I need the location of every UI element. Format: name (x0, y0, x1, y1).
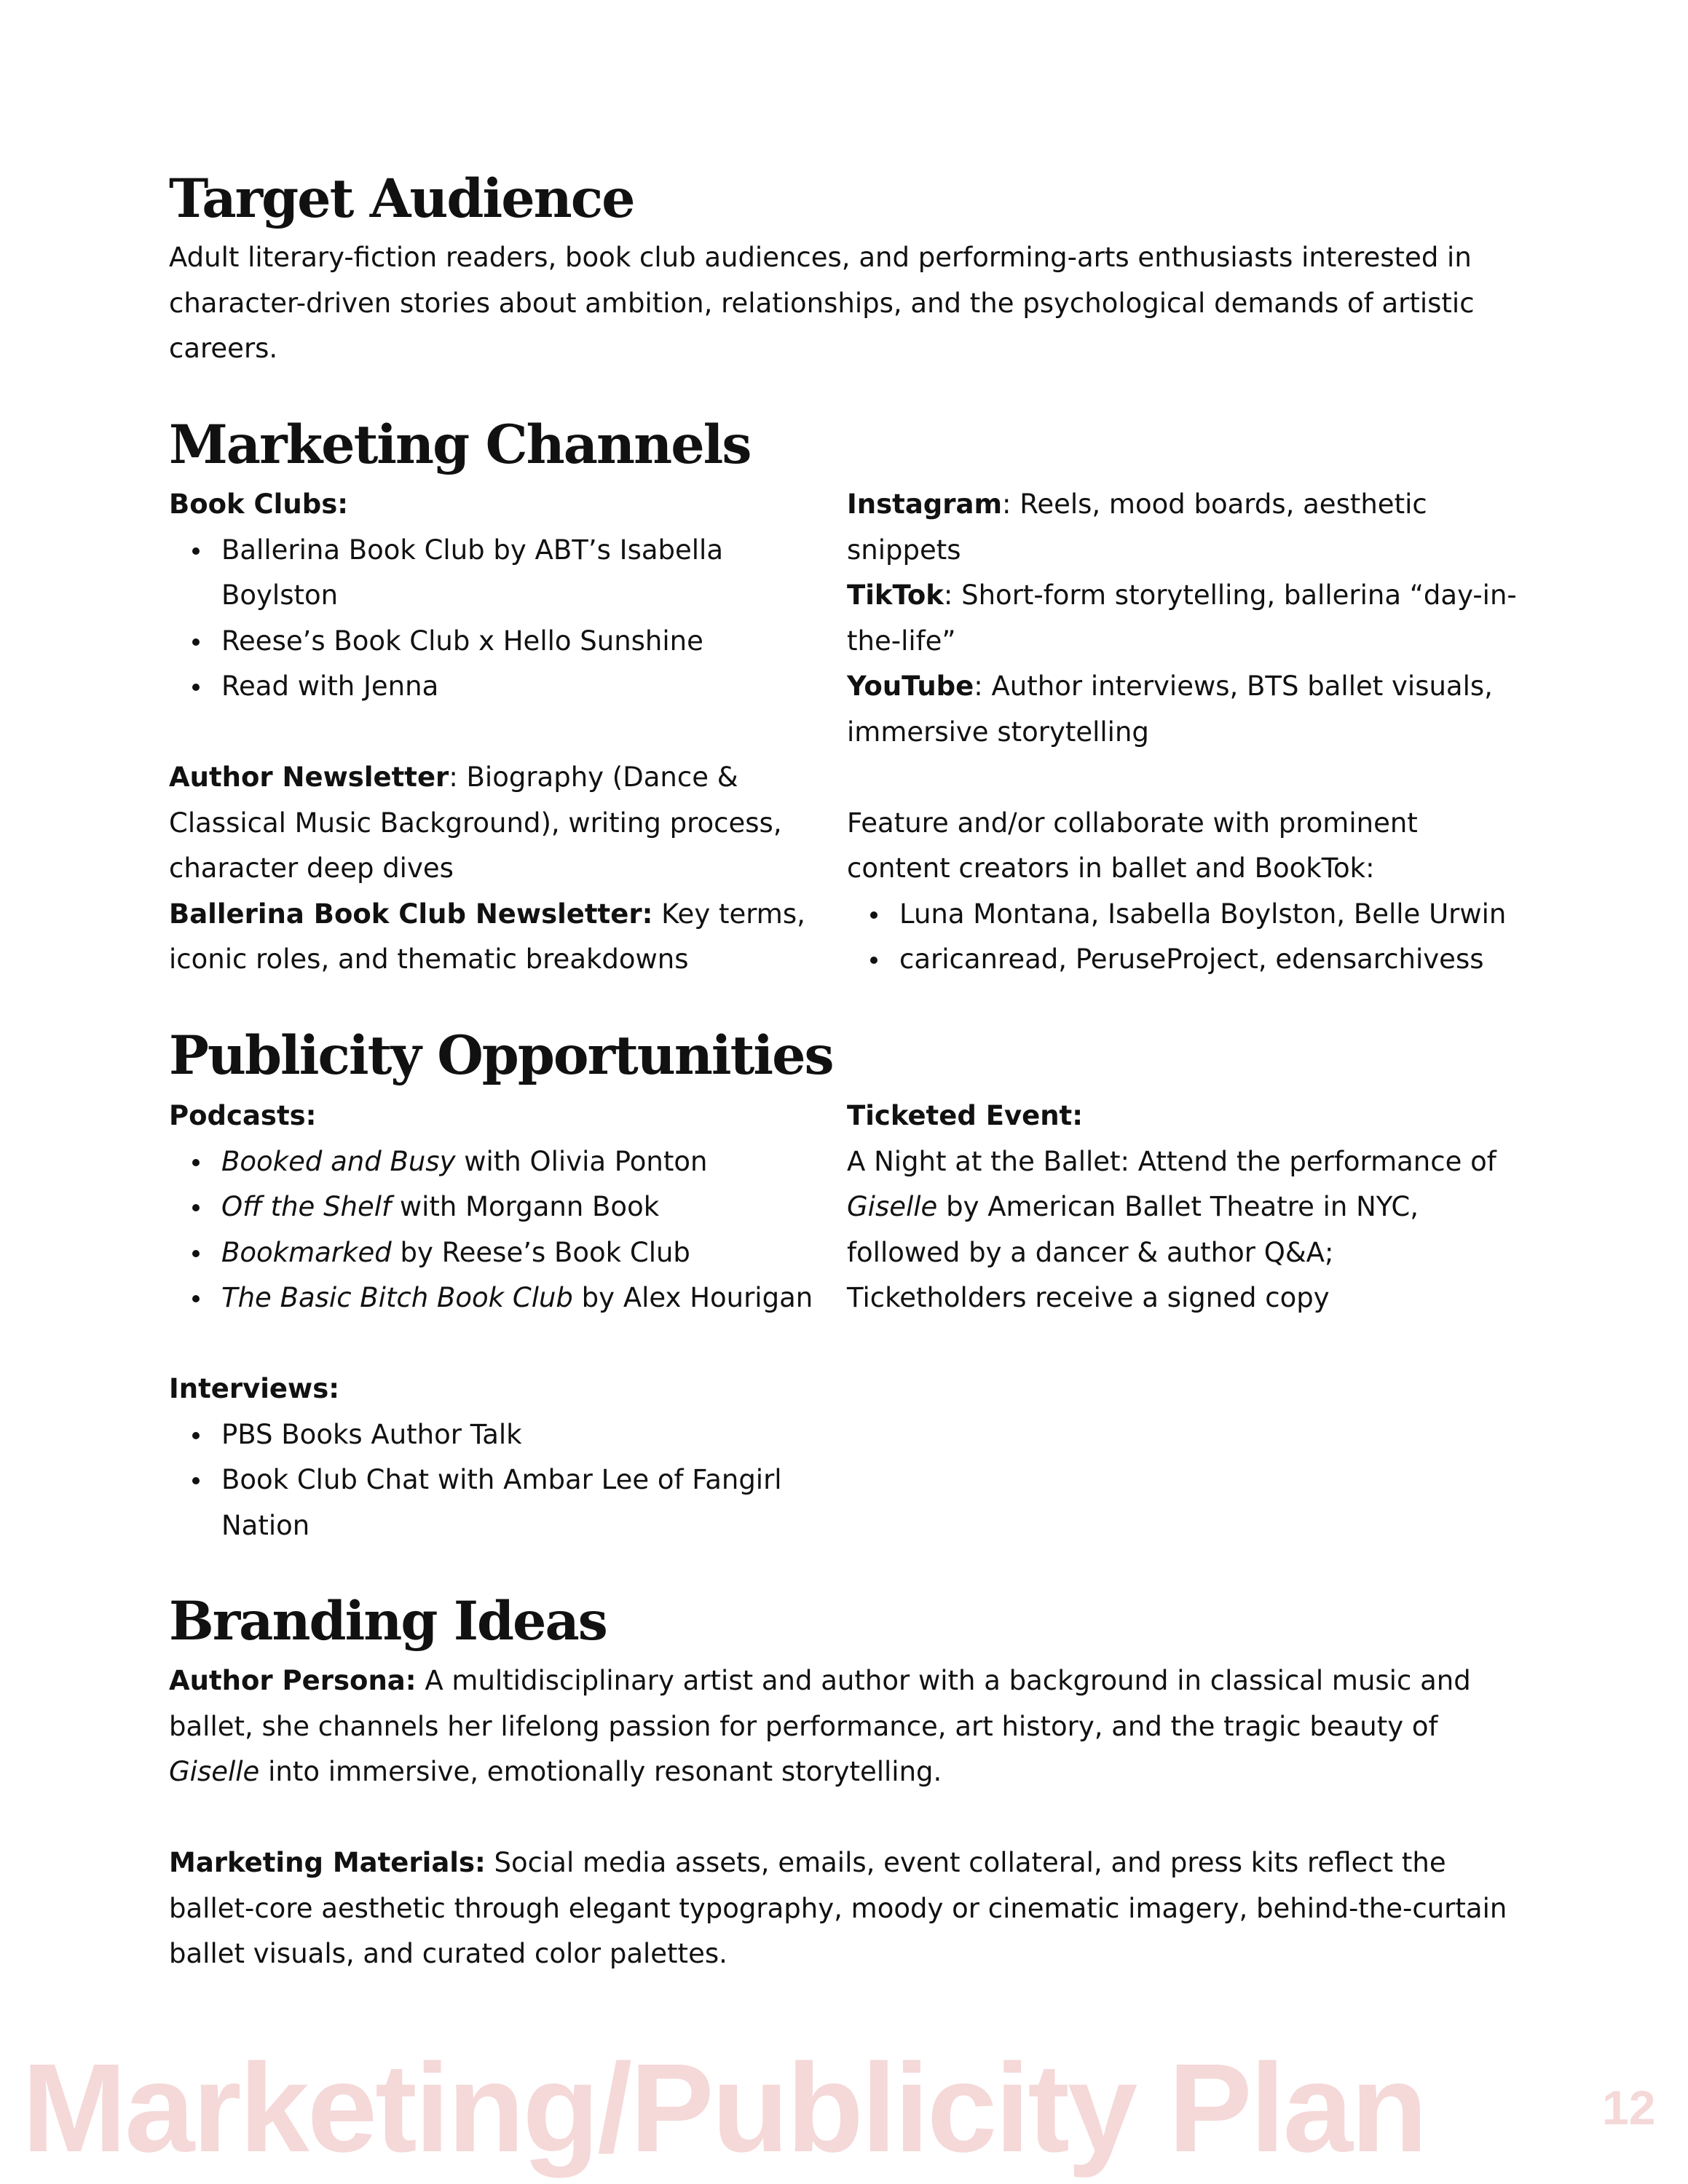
author-persona-label: Author Persona: (169, 1665, 417, 1696)
instagram-label: Instagram (847, 488, 1003, 520)
author-newsletter-label: Author Newsletter (169, 761, 449, 793)
text: by American Ballet Theatre in NYC, (937, 1191, 1419, 1222)
interviews-label: Interviews: (169, 1373, 340, 1404)
book-clubs-label: Book Clubs: (169, 488, 349, 520)
text-line: careers. (169, 333, 278, 364)
author-persona-line (169, 1658, 1538, 1704)
list-item (169, 1457, 839, 1548)
target-audience-text (169, 235, 1538, 372)
instagram-line (847, 482, 1539, 528)
italic-title: Giselle (169, 1756, 260, 1787)
text-line: ballet, she channels her lifelong passion for performance, art history, and the tragic beauty of (169, 1710, 1438, 1742)
text: : Short-form storytelling, ballerina “day-in- (943, 579, 1517, 611)
text-line: Adult literary-fiction readers, book club audiences, and performing-arts enthusiasts interested in (169, 242, 1472, 273)
text-line (169, 1749, 1538, 1795)
text: with Olivia Ponton (455, 1145, 708, 1177)
text: Social media assets, emails, event collateral, and press kits reflect the (485, 1847, 1446, 1878)
branding-text (169, 1658, 1538, 1977)
list-item (169, 1412, 839, 1458)
publicity-heading: Publicity Opportunities (169, 1024, 833, 1087)
italic-title: Giselle (847, 1191, 938, 1222)
text-line: the-life” (847, 625, 956, 657)
podcast-title: Bookmarked (221, 1236, 392, 1268)
list-item-text: Boylston (221, 579, 339, 611)
footer-title: Marketing/Publicity Plan (22, 2037, 1426, 2178)
branding-heading: Branding Ideas (169, 1590, 607, 1653)
list-item-text: Nation (221, 1509, 310, 1541)
page-number: 12 (1602, 2081, 1656, 2134)
text: A multidisciplinary artist and author with a background in classical music and (416, 1665, 1471, 1696)
list-item (169, 1230, 839, 1276)
list-item (169, 1275, 839, 1321)
text-line: character-driven stories about ambition, relationships, and the psychological demands of artistic (169, 287, 1475, 319)
podcast-title: Booked and Busy (221, 1145, 456, 1177)
youtube-label: YouTube (847, 670, 974, 702)
podcast-title: Off the Shelf (221, 1191, 392, 1222)
text-line: followed by a dancer & author Q&A; (847, 1236, 1334, 1268)
publicity-left-column (169, 1093, 839, 1548)
podcasts-list (169, 1139, 839, 1321)
text: by Alex Hourigan (572, 1282, 813, 1313)
creators-list (847, 892, 1539, 983)
list-item (169, 619, 839, 665)
list-item (847, 937, 1539, 983)
text-line: iconic roles, and thematic breakdowns (169, 943, 689, 975)
list-item-text: Book Club Chat with Ambar Lee of Fangirl (221, 1464, 782, 1495)
list-item (169, 1184, 839, 1230)
text: Key terms, (652, 898, 805, 930)
ballerina-newsletter-label: Ballerina Book Club Newsletter: (169, 898, 653, 930)
creators-text-line: content creators in ballet and BookTok: (847, 852, 1375, 884)
podcasts-label: Podcasts: (169, 1100, 317, 1131)
list-item-text: Read with Jenna (221, 670, 439, 702)
text: by Reese’s Book Club (391, 1236, 690, 1268)
marketing-channels-heading: Marketing Channels (169, 414, 751, 476)
list-item-text: Ballerina Book Club by ABT’s Isabella (221, 534, 723, 566)
text: with Morgann Book (391, 1191, 660, 1222)
list-item (169, 1139, 839, 1185)
target-audience-heading: Target Audience (169, 167, 634, 230)
text: : Author interviews, BTS ballet visuals, (974, 670, 1493, 702)
text-line: ballet-core aesthetic through elegant typography, moody or cinematic imagery, behind-the-curtain (169, 1892, 1507, 1924)
text-line: Classical Music Background), writing process, (169, 807, 782, 839)
youtube-line (847, 664, 1539, 710)
podcast-title: The Basic Bitch Book Club (221, 1282, 573, 1313)
text: : Biography (Dance & (449, 761, 738, 793)
publicity-right-column (847, 1093, 1539, 1321)
text: into immersive, emotionally resonant storytelling. (259, 1756, 942, 1787)
marketing-materials-line (169, 1840, 1538, 1886)
text: : Reels, mood boards, aesthetic (1002, 488, 1427, 520)
ballerina-newsletter-line (169, 892, 839, 938)
list-item-text: caricanread, PeruseProject, edensarchivess (899, 943, 1484, 975)
book-clubs-list (169, 528, 839, 710)
text-line: ballet visuals, and curated color palettes. (169, 1938, 727, 1969)
text-line (847, 1184, 1539, 1230)
text-line: A Night at the Ballet: Attend the performance of (847, 1145, 1496, 1177)
list-item (169, 528, 839, 619)
creators-text-line: Feature and/or collaborate with prominent (847, 807, 1418, 839)
text-line: character deep dives (169, 852, 454, 884)
text-line: Ticketholders receive a signed copy (847, 1282, 1330, 1313)
marketing-materials-label: Marketing Materials: (169, 1847, 486, 1878)
ticketed-event-label: Ticketed Event: (847, 1100, 1084, 1131)
list-item (847, 892, 1539, 938)
marketing-channels-right-column (847, 482, 1539, 983)
text-line: immersive storytelling (847, 716, 1149, 748)
list-item (169, 664, 839, 710)
text-line: snippets (847, 534, 961, 566)
interviews-list (169, 1412, 839, 1549)
list-item-text: Reese’s Book Club x Hello Sunshine (221, 625, 703, 657)
author-newsletter-line (169, 755, 839, 801)
list-item-text: PBS Books Author Talk (221, 1418, 522, 1450)
list-item-text: Luna Montana, Isabella Boylston, Belle Urwin (899, 898, 1507, 930)
tiktok-label: TikTok (847, 579, 944, 611)
tiktok-line (847, 573, 1539, 619)
marketing-channels-left-column (169, 482, 839, 983)
